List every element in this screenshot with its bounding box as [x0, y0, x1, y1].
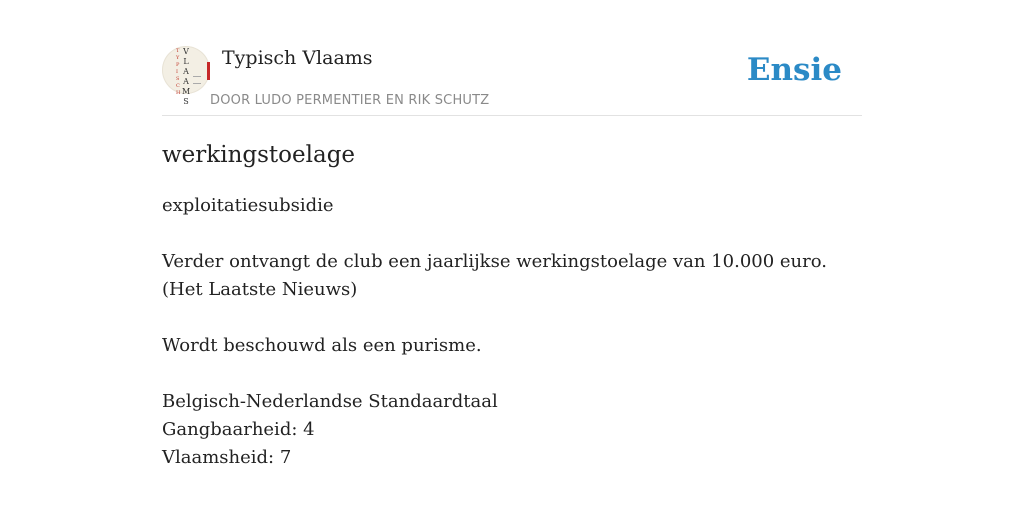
entry-term: werkingstoelage — [162, 142, 356, 168]
entry-gangbaarheid: Gangbaarheid: 4 — [162, 419, 315, 440]
entry — [162, 140, 862, 472]
content-container — [162, 0, 862, 468]
source-title[interactable]: Typisch Vlaams — [222, 47, 373, 69]
entry-vlaamsheid: Vlaamsheid: 7 — [162, 447, 292, 468]
avatar-red-letters: TYPISCH — [176, 48, 181, 96]
entry-note: Wordt beschouwd als een purisme. — [162, 335, 482, 356]
avatar-letters: V L A A M S — [182, 47, 191, 106]
brand-logo[interactable]: Ensie — [746, 52, 842, 88]
entry-source: (Het Laatste Nieuws) — [162, 279, 358, 300]
avatar-decoration — [193, 76, 201, 84]
book-cover-icon[interactable] — [162, 46, 210, 106]
entry-example: Verder ontvangt de club een jaarlijkse werkingstoelage van 10.000 euro. — [162, 251, 827, 272]
entry-meta — [162, 388, 862, 472]
entry-synonym: exploitatiesubsidie — [162, 195, 334, 216]
entry-register: Belgisch-Nederlandse Standaardtaal — [162, 391, 498, 412]
entry-example-block — [162, 248, 862, 304]
header — [162, 0, 862, 116]
byline: DOOR LUDO PERMENTIER EN RIK SCHUTZ — [210, 93, 490, 108]
avatar-red-bar — [207, 62, 210, 80]
